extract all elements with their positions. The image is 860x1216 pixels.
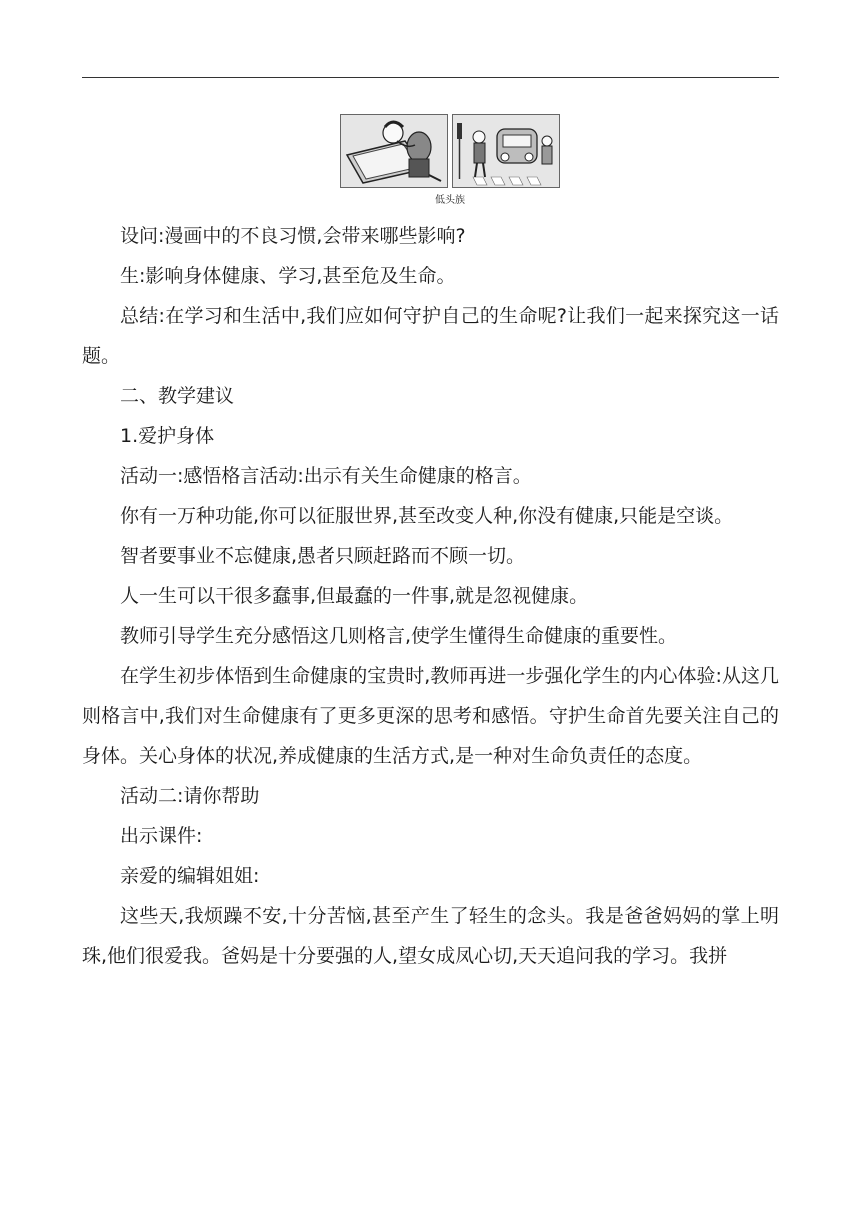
figure-caption: 低头族 bbox=[435, 195, 465, 206]
subsection-heading: 1.爱护身体 bbox=[120, 425, 215, 447]
courseware-paragraph: 出示课件: bbox=[120, 825, 203, 847]
reflection-paragraph: 在学生初步体悟到生命健康的宝贵时,教师再进一步强化学生的内心体验:从这几则格言中,我们对生命健康有了更多更深的思考和感悟。守护生命首先要关注自己的身体。关心身体的状况,养成健康的生活方式,是一种对生命负责任的态度。 bbox=[82, 665, 779, 767]
teacher-guidance-paragraph: 教师引导学生充分感悟这几则格言,使学生懂得生命健康的重要性。 bbox=[120, 625, 678, 647]
activity-two-paragraph: 活动二:请你帮助 bbox=[120, 785, 260, 807]
lesson-body bbox=[82, 216, 779, 976]
header-rule bbox=[82, 77, 779, 78]
student-answer-paragraph: 生:影响身体健康、学习,甚至危及生命。 bbox=[120, 265, 456, 287]
maxim-paragraph: 你有一万种功能,你可以征服世界,甚至改变人种,你没有健康,只能是空谈。 bbox=[120, 505, 734, 527]
cartoon-figure bbox=[340, 114, 560, 206]
letter-body-paragraph: 这些天,我烦躁不安,十分苦恼,甚至产生了轻生的念头。我是爸爸妈妈的掌上明珠,他们很爱我。爸妈是十分要强的人,望女成凤心切,天天追问我的学习。我拼 bbox=[82, 905, 779, 967]
cartoon-panel-phone bbox=[340, 114, 448, 188]
maxim-paragraph: 智者要事业不忘健康,愚者只顾赶路而不顾一切。 bbox=[120, 545, 526, 567]
phone-user-illustration bbox=[341, 115, 447, 187]
maxim-paragraph: 人一生可以干很多蠢事,但最蠢的一件事,就是忽视健康。 bbox=[120, 585, 589, 607]
summary-paragraph: 总结:在学习和生活中,我们应如何守护自己的生命呢?让我们一起来探究这一话题。 bbox=[82, 305, 779, 367]
letter-salutation: 亲爱的编辑姐姐: bbox=[120, 865, 260, 887]
section-heading: 二、教学建议 bbox=[120, 385, 235, 407]
question-paragraph: 设问:漫画中的不良习惯,会带来哪些影响? bbox=[120, 225, 466, 247]
cartoon-panel-crossing bbox=[452, 114, 560, 188]
activity-one-paragraph: 活动一:感悟格言活动:出示有关生命健康的格言。 bbox=[120, 465, 532, 487]
crossing-illustration bbox=[453, 115, 559, 187]
